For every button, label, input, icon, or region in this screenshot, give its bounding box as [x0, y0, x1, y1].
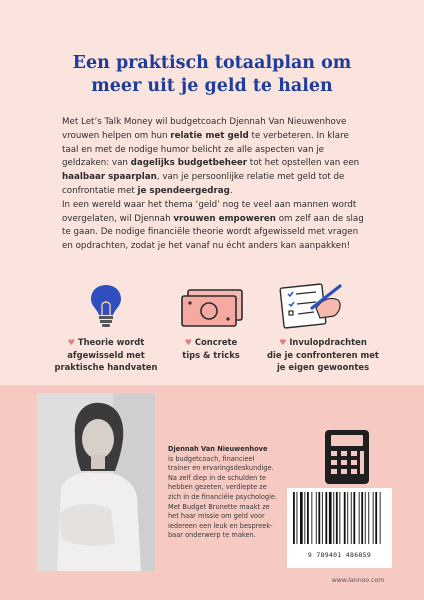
blurb: [62, 116, 368, 254]
author-bio: [168, 445, 286, 541]
barcode-bar: [316, 492, 317, 544]
barcode: [287, 488, 392, 568]
barcode-bar: [380, 492, 381, 544]
barcode-bar: [375, 492, 377, 544]
bio-line: is budgetcoach, financieel: [168, 454, 255, 463]
author-name: Djennah Van Nieuwenhove: [168, 445, 268, 453]
heart-icon: ♥: [184, 338, 192, 347]
feature-assignments-line-2: die je confronteren met: [267, 350, 379, 360]
feature-assignments: [258, 336, 388, 373]
body-text: tot het opstellen van een: [247, 158, 360, 169]
body-text: Met Let’s Talk Money wil budgetcoach Djennah Van Nieuwenhove vrouwen helpen om hun: [62, 117, 347, 141]
barcode-bar: [333, 492, 334, 544]
barcode-bars: [287, 488, 392, 548]
blurb-paragraph-1: [62, 116, 368, 199]
bio-line: Met Budget Brunette maakt ze: [168, 502, 270, 511]
emphasis-text: haalbaar spaarplan: [62, 172, 157, 183]
barcode-bar: [347, 492, 348, 544]
barcode-bar: [325, 492, 327, 544]
barcode-bar: [353, 492, 355, 544]
barcode-bar: [339, 492, 340, 544]
barcode-bar: [351, 492, 352, 544]
barcode-bar: [359, 492, 360, 544]
body-text: te verbeteren. In klare taal en met de nodige humor belicht ze alle aspecten van je geldzaken: van: [62, 130, 349, 169]
author-photo: [37, 393, 155, 571]
money-icon: [178, 288, 248, 330]
barcode-bar: [373, 492, 374, 544]
calculator-icon: [322, 427, 372, 487]
emphasis-text: dagelijks budgetbeheer: [130, 158, 248, 169]
feature-theory-line-2: afgewisseld met: [67, 350, 145, 360]
barcode-bar: [293, 492, 295, 544]
barcode-bar: [368, 492, 369, 544]
feature-tips-line-2: tips & tricks: [182, 350, 240, 360]
headline: [40, 52, 384, 98]
barcode-bar: [297, 492, 298, 544]
barcode-bar: [361, 492, 363, 544]
barcode-bar: [322, 492, 323, 544]
body-text: , van je persoonlijke relatie met geld tot de confrontatie met: [62, 172, 345, 196]
checklist-icon: [276, 278, 346, 330]
bio-line: hebben gezeten, verdiepte ze: [168, 483, 267, 492]
body-text: om zelf aan de slag te gaan. De nodige financiële theorie wordt afgewisseld met vragen en opdrachten, zodat je het vanaf nu écht anders kan aanpakken!: [62, 213, 364, 252]
barcode-bar: [365, 492, 366, 544]
barcode-bar: [311, 492, 312, 544]
barcode-bar: [329, 492, 332, 544]
bio-line: iedereen een leuk en bespreek-: [168, 521, 273, 530]
website-url: www.lannoo.com: [331, 577, 385, 584]
author-portrait: [37, 393, 155, 571]
feature-assignments-line-3: je eigen gewoontes: [276, 362, 370, 372]
emphasis-text: je spendeergedrag: [137, 185, 230, 196]
feature-tips-line-1: Concrete: [194, 337, 238, 347]
body-text: .: [229, 185, 233, 196]
barcode-bar: [336, 492, 338, 544]
emphasis-text: vrouwen empoweren: [173, 213, 276, 224]
bio-line: trainer en ervaringsdeskundige.: [168, 464, 274, 473]
barcode-bar: [304, 492, 305, 544]
feature-theory-line-3: praktische handvaten: [54, 362, 158, 372]
bio-line: het haar missie om geld voor: [168, 512, 265, 521]
bio-line: baar onderwerp te maken.: [168, 531, 256, 540]
feature-tips: [146, 336, 276, 361]
lightbulb-icon: [88, 282, 124, 328]
barcode-bar: [344, 492, 346, 544]
bio-line: zich in de financiële psychologie.: [168, 492, 278, 501]
barcode-bar: [300, 492, 303, 544]
headline-line-1: Een praktisch totaalplan om: [72, 53, 352, 73]
heart-icon: ♥: [279, 338, 287, 347]
emphasis-text: relatie met geld: [170, 130, 249, 141]
heart-icon: ♥: [67, 338, 75, 347]
bio-line: Na zelf diep in de schulden te: [168, 473, 267, 482]
body-text: In een wereld waar het thema ‘geld’ nog te veel aan mannen wordt overgelaten, wil Djennah: [62, 199, 357, 224]
barcode-bar: [307, 492, 309, 544]
blurb-paragraph-2: [62, 199, 368, 254]
feature-theory-line-1: Theorie wordt: [77, 337, 145, 347]
isbn-number: 9 789401 486859: [307, 551, 372, 559]
headline-line-2: meer uit je geld te halen: [91, 76, 333, 96]
barcode-bar: [318, 492, 320, 544]
feature-assignments-line-1: Invulopdrachten: [289, 337, 367, 347]
